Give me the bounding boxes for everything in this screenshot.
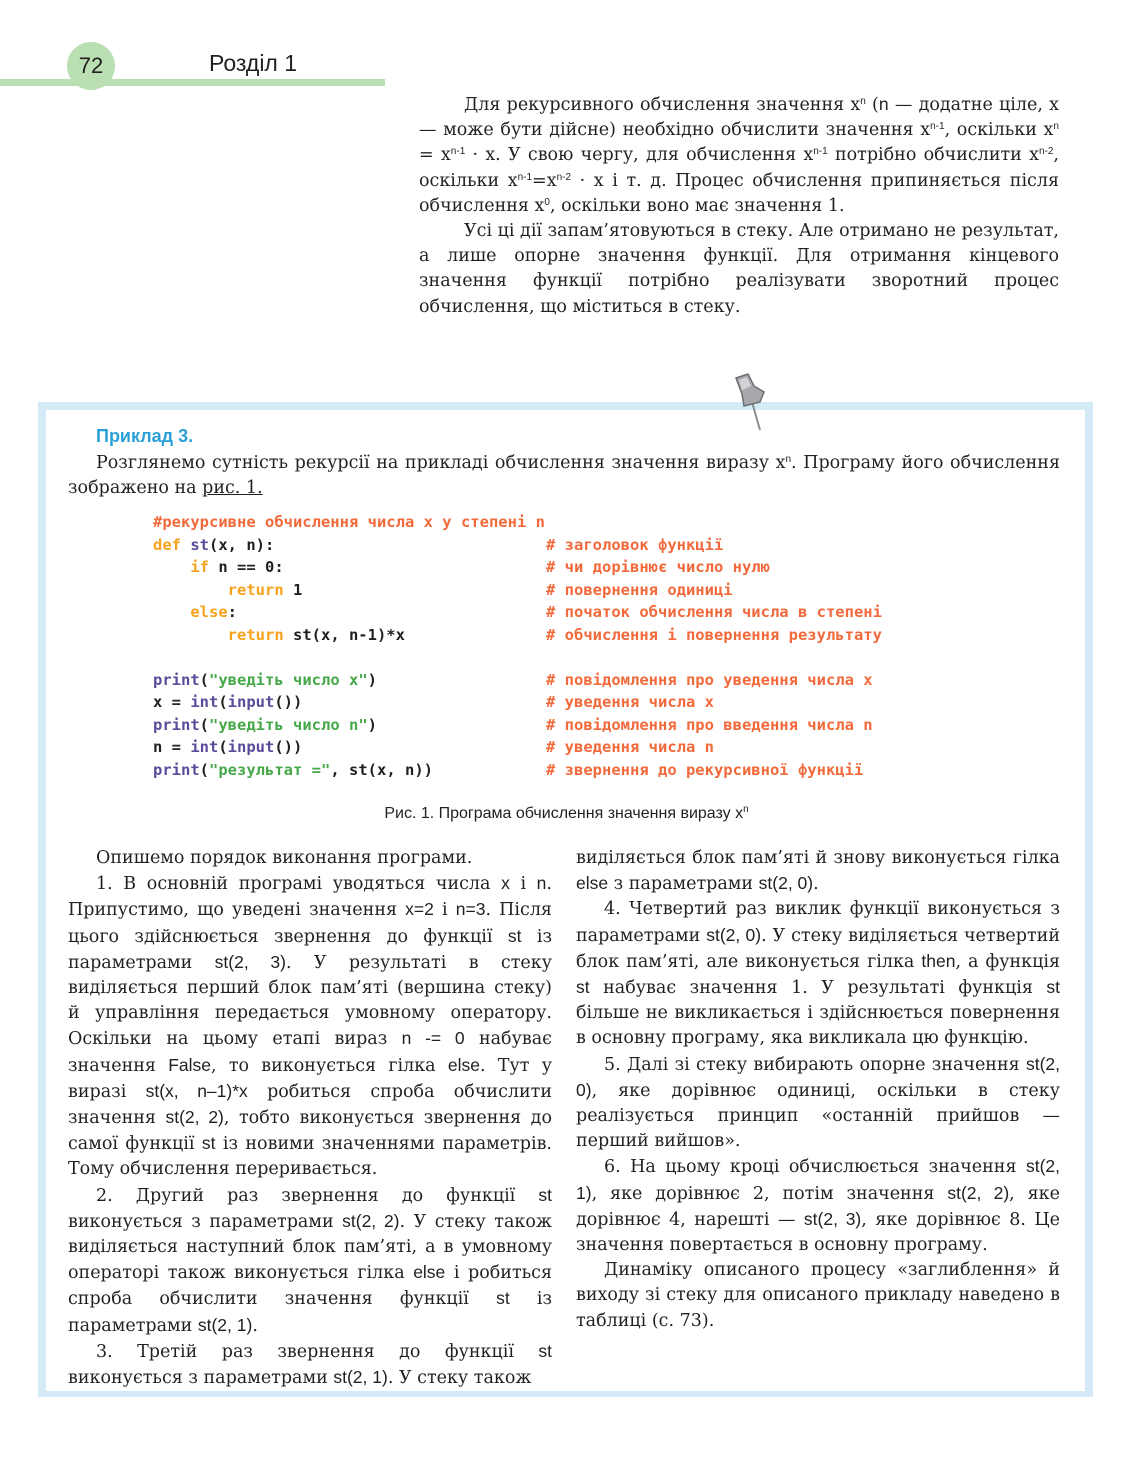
left-column — [68, 846, 552, 1391]
right-column — [576, 846, 1060, 1334]
code-line — [153, 691, 714, 714]
code-text: #рекурсивне обчислення числа x у степені n — [153, 513, 545, 531]
code-text: print("уведіть число n") — [153, 715, 377, 734]
pushpin-icon — [730, 372, 772, 432]
paragraph: 1. В основній програмі уводяться числа x і n. Припустимо, що уведені значення x=2 і n=3. Після цього здійснюється звернення до функції st із параметрами st(2, 3). У результаті в стеку виділяється перший блок пам’яті (вершина стеку) й управління передається умовному оператору. Оскільки на цьому етапі вираз n -= 0 набуває значення False, то виконується гілка else. Тут у виразі st(x, n–1)*x робиться спроба обчислити значення st(2, 2), тобто виконується звернення до самої функції st із новими значеннями параметрів. Тому обчислення переривається. — [68, 873, 553, 1180]
code-text: if n == 0: — [190, 558, 284, 576]
code-text: return 1 — [227, 580, 303, 599]
code-text: n = int(input()) — [153, 738, 303, 756]
paragraph: Динаміку описаного процесу «заглиблення» й виходу зі стеку для описаного прикладу наведено в таблиці (с. 73). — [576, 1260, 1060, 1331]
example-text: Розглянемо сутність рекурсії на прикладі обчислення значення виразу $x^n$. Програму його обчислення зображено на рис. 1. — [68, 453, 1060, 498]
code-line — [153, 601, 882, 624]
code-comment: # повідомлення про введення числа n — [546, 715, 873, 734]
paragraph: 6. На цьому кроці обчислюється значення st(2, 1), яке дорівнює 2, потім значення st(2, 2), яке дорівнює 4, нарешті — st(2, 3), яке дорівнює 8. Це значення повертається в основну програму. — [576, 1156, 1060, 1256]
paragraph: Опишемо порядок виконання програми. — [96, 848, 473, 868]
code-comment: # заголовок функції — [546, 535, 724, 554]
paragraph: Для рекурсивного обчислення значення $x^n$ (n — додатне ціле, x — може бути дійсне) необхідно обчислити значення $x^{n-1}$, оскільки $x^n = x^{n-1} \cdot x$. У свою чергу, для обчислення $x^{n-1}$ потрібно обчислити $x^{n-2}$, оскільки $x^{n-1}=x^{n-2} \cdot x$ і т. д. Процес обчислення припиняється після обчислення $x^0$, оскільки воно має значення 1. — [419, 94, 1060, 216]
paragraph: виділяється блок пам’яті й знову виконується гілка else з параметрами st(2, 0). — [576, 848, 1060, 895]
section-title: Розділ 1 — [209, 50, 298, 76]
code-comment: # звернення до рекурсивної функції — [546, 760, 864, 779]
code-line — [153, 736, 714, 759]
code-comment: # уведення числа n — [546, 738, 714, 756]
code-line — [153, 534, 724, 557]
header-rule — [0, 79, 385, 86]
code-line — [153, 759, 864, 782]
code-line — [153, 646, 545, 669]
paragraph: 5. Далі зі стеку вибирають опорне значення st(2, 0), яке дорівнює одиниці, оскільки в стеку реалізується принцип «останній прийшов — перший вийшов». — [576, 1053, 1060, 1152]
intro-text — [419, 92, 1059, 320]
code-listing — [153, 511, 882, 781]
code-text: x = int(input()) — [153, 693, 303, 711]
paragraph: 4. Четвертий раз виклик функції виконується з параметрами st(2, 0). У стеку виділяється четвертий блок пам’яті, але виконується гілка then, а функція st набуває значення 1. У результаті функція st більше не викликається і здійснюється повернення в основну програму, яка викликала цю функцію. — [576, 899, 1060, 1049]
page-number: 72 — [67, 42, 115, 90]
paragraph: Усі ці дії запам’ятовуються в стеку. Але отримано не результат, а лише опорне значення функції. Для отримання кінцевого значення функції потрібно реалізувати зворотний процес обчислення, що міститься в стеку. — [419, 221, 1059, 317]
code-comment: # уведення числа x — [546, 693, 714, 711]
code-line — [153, 624, 882, 647]
figure-caption: Рис. 1. Програма обчислення значення виразу $x^n$ — [384, 804, 749, 822]
code-comment: # повідомлення про уведення числа x — [546, 670, 873, 689]
code-comment: # повернення одиниці — [546, 580, 733, 599]
code-comment: # початок обчислення числа в степені — [546, 603, 882, 621]
code-text: print("уведіть число x") — [153, 670, 377, 689]
code-text: else: — [190, 603, 237, 621]
code-line — [153, 579, 733, 602]
paragraph: 3. Третій раз звернення до функції st виконується з параметрами st(2, 1). У стеку також — [68, 1340, 552, 1389]
code-text: print("результат =", st(x, n)) — [153, 760, 433, 779]
code-line — [153, 556, 770, 579]
code-text: return st(x, n-1)*x — [227, 625, 405, 644]
paragraph: 2. Другий раз звернення до функції st виконується з параметрами st(2, 2). У стеку також виділяється наступний блок пам’яті, а в умовному операторі також виконується гілка else і робиться спроба обчислити значення функції st із параметрами st(2, 1). — [68, 1184, 552, 1336]
code-comment: # чи дорівнює число нулю — [546, 558, 770, 576]
code-line — [153, 669, 873, 692]
code-line — [153, 511, 545, 534]
code-text: def st(x, n): — [153, 535, 275, 554]
example-title: Приклад 3. — [96, 426, 194, 446]
code-line — [153, 714, 873, 737]
code-comment: # обчислення і повернення результату — [546, 625, 882, 644]
